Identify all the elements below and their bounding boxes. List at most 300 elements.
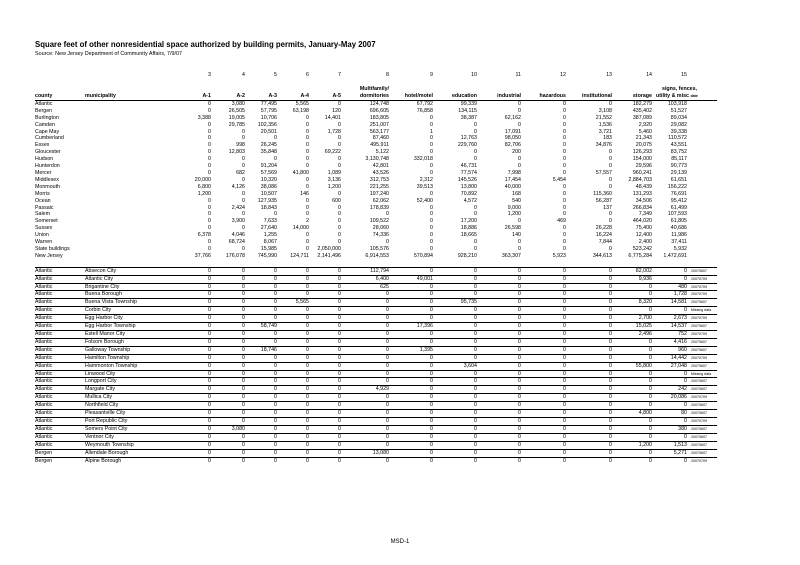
value-cell: 5,565 (295, 100, 309, 107)
header-municipality: municipality (85, 93, 179, 100)
value-cell: 0 (389, 378, 433, 386)
column-number: 8 (386, 72, 389, 79)
value-cell: 0 (612, 354, 652, 362)
county-name: Atlantic (35, 394, 85, 402)
page-footer: MSD-1 (390, 539, 410, 545)
value-cell: 0 (609, 100, 612, 107)
value-cell: 0 (563, 239, 566, 246)
value-cell: 5,932 (673, 245, 687, 252)
value-cell: 82,706 (504, 142, 521, 149)
county-row (35, 232, 717, 239)
value-cell: 0 (563, 183, 566, 190)
value-cell: 0 (309, 449, 341, 457)
value-cell: 0 (433, 291, 477, 299)
value-cell: 76,858 (416, 107, 433, 114)
value-cell: 134,115 (458, 107, 477, 114)
value-cell: 0 (277, 362, 309, 370)
table-body (35, 72, 717, 464)
empty-cell (687, 142, 717, 149)
value-cell: 26,228 (595, 225, 612, 232)
value-cell: 0 (521, 362, 566, 370)
empty-cell (85, 100, 179, 107)
value-cell: 266,834 (632, 204, 652, 211)
value-cell: 0 (521, 307, 566, 315)
value-cell: 0 (566, 449, 612, 457)
county-name: Atlantic (35, 291, 85, 299)
value-cell: 0 (612, 433, 652, 441)
county-name: Atlantic (35, 417, 85, 425)
value-cell: 0 (652, 275, 687, 283)
value-cell: 0 (609, 149, 612, 156)
value-cell: 40,000 (504, 183, 521, 190)
value-cell: 6,378 (197, 232, 211, 239)
value-cell: 0 (518, 239, 521, 246)
value-cell: 6,775,284 (628, 252, 652, 259)
value-cell: 103,918 (667, 100, 687, 107)
county-row (35, 100, 717, 107)
value-cell: 0 (563, 128, 566, 135)
value-cell: 0 (338, 204, 341, 211)
value-cell: 0 (433, 275, 477, 283)
header-multifamily: dormitories (341, 93, 389, 100)
value-cell: 3,604 (433, 362, 477, 370)
municipality-name: Margate City (85, 386, 179, 394)
county-name: Atlantic (35, 346, 85, 354)
value-cell: 0 (245, 370, 277, 378)
value-cell: 0 (309, 441, 341, 449)
municipality-name: Hammonton Township (85, 362, 179, 370)
value-cell: 0 (242, 225, 245, 232)
value-cell: 43,526 (372, 169, 389, 176)
value-cell: 0 (566, 425, 612, 433)
value-cell: 0 (521, 378, 566, 386)
value-cell: 0 (612, 283, 652, 291)
value-cell: 0 (277, 410, 309, 418)
value-cell: 960 (652, 346, 687, 354)
value-cell: 0 (609, 163, 612, 170)
value-cell: 0 (179, 378, 211, 386)
value-cell: 0 (433, 417, 477, 425)
value-cell: 0 (208, 121, 211, 128)
municipality-name: Linwood City (85, 370, 179, 378)
date-cell: 20070607 (687, 378, 717, 386)
value-cell: 998 (236, 142, 245, 149)
county-name: Atlantic (35, 410, 85, 418)
value-cell: 0 (612, 370, 652, 378)
municipality-name: Folsom Borough (85, 338, 179, 346)
header-a1: A-1 (179, 93, 211, 100)
municipality-name: Pleasantville City (85, 410, 179, 418)
value-cell: 7,998 (507, 169, 521, 176)
value-cell: 0 (433, 323, 477, 331)
date-cell: 20070709 (687, 354, 717, 362)
empty-cell (687, 232, 717, 239)
municipality-row (35, 283, 717, 291)
value-cell: 0 (566, 370, 612, 378)
value-cell: 0 (245, 417, 277, 425)
county-name: Ocean (35, 197, 51, 204)
empty-cell (687, 115, 717, 122)
value-cell: 0 (211, 457, 245, 464)
value-cell: 12,803 (228, 149, 245, 156)
county-name: State buildings (35, 245, 70, 252)
empty-cell (85, 129, 179, 136)
empty-cell (687, 198, 717, 205)
value-cell: 0 (474, 121, 477, 128)
value-cell: 0 (389, 410, 433, 418)
value-cell: 0 (433, 386, 477, 394)
value-cell: 469 (557, 218, 566, 225)
value-cell: 0 (389, 425, 433, 433)
permits-table (35, 72, 717, 464)
county-row (35, 253, 717, 260)
value-cell: 0 (341, 410, 389, 418)
value-cell: 183,805 (369, 114, 389, 121)
value-cell: 13,800 (460, 183, 477, 190)
county-name: Atlantic (35, 283, 85, 291)
county-name: Morris (35, 190, 50, 197)
value-cell: 0 (211, 449, 245, 457)
municipality-row (35, 370, 717, 378)
value-cell: 0 (208, 225, 211, 232)
county-name: Hunterdon (35, 163, 60, 170)
empty-cell (85, 115, 179, 122)
value-cell: 156,222 (667, 183, 687, 190)
value-cell: 0 (389, 315, 433, 323)
value-cell: 0 (566, 410, 612, 418)
value-cell: 0 (477, 283, 521, 291)
value-cell: 0 (306, 114, 309, 121)
value-cell: 0 (245, 299, 277, 307)
value-cell: 0 (211, 315, 245, 323)
value-cell: 0 (306, 183, 309, 190)
municipality-row (35, 291, 717, 299)
value-cell: 0 (245, 267, 277, 275)
value-cell: 0 (277, 449, 309, 457)
value-cell: 99,339 (460, 100, 477, 107)
value-cell: 0 (306, 176, 309, 183)
value-cell: 91,204 (260, 163, 277, 170)
value-cell: 0 (612, 291, 652, 299)
value-cell: 20,086 (652, 394, 687, 402)
value-cell: 8,320 (612, 299, 652, 307)
value-cell: 0 (430, 114, 433, 121)
value-cell: 182,279 (632, 100, 652, 107)
value-cell: 0 (389, 417, 433, 425)
municipality-row (35, 331, 717, 339)
value-cell: 0 (208, 149, 211, 156)
municipality-name: Somers Point City (85, 425, 179, 433)
county-row (35, 239, 717, 246)
value-cell: 0 (566, 417, 612, 425)
value-cell: 0 (277, 402, 309, 410)
municipality-row (35, 315, 717, 323)
value-cell: 1,395 (389, 346, 433, 354)
date-cell: 20070607 (687, 267, 717, 275)
municipality-row (35, 275, 717, 283)
county-name: Mercer (35, 169, 52, 176)
value-cell: 0 (309, 410, 341, 418)
value-cell: 0 (566, 402, 612, 410)
value-cell: 20,075 (635, 142, 652, 149)
municipality-name: Egg Harbor Township (85, 323, 179, 331)
value-cell: 0 (477, 417, 521, 425)
column-number: 4 (242, 72, 245, 79)
value-cell: 0 (309, 291, 341, 299)
empty-cell (85, 149, 179, 156)
header-hotel: hotel/motel (389, 93, 433, 100)
value-cell: 4,046 (231, 232, 245, 239)
value-cell: 18,886 (460, 225, 477, 232)
value-cell: 61,499 (670, 204, 687, 211)
value-cell: 27,048 (652, 362, 687, 370)
date-cell: 20070709 (687, 275, 717, 283)
value-cell: 0 (341, 354, 389, 362)
value-cell: 0 (652, 417, 687, 425)
column-number: 11 (515, 72, 521, 79)
value-cell: 17,200 (460, 218, 477, 225)
value-cell: 0 (433, 267, 477, 275)
value-cell: 0 (211, 323, 245, 331)
value-cell: 69,222 (324, 149, 341, 156)
value-cell: 0 (277, 386, 309, 394)
municipality-name: Northfield City (85, 402, 179, 410)
value-cell: 26,245 (260, 142, 277, 149)
value-cell: 0 (566, 338, 612, 346)
value-cell: 0 (566, 362, 612, 370)
value-cell: 0 (389, 394, 433, 402)
county-row (35, 163, 717, 170)
value-cell: 6,914,553 (365, 252, 389, 259)
value-cell: 0 (245, 275, 277, 283)
value-cell: 0 (566, 394, 612, 402)
value-cell: 0 (477, 378, 521, 386)
municipality-row (35, 323, 717, 331)
empty-cell (687, 184, 717, 191)
value-cell: 0 (566, 291, 612, 299)
value-cell: 1,200 (507, 211, 521, 218)
value-cell: 0 (433, 283, 477, 291)
value-cell: 0 (179, 338, 211, 346)
county-row (35, 142, 717, 149)
value-cell: 80 (652, 410, 687, 418)
empty-cell (85, 225, 179, 232)
date-cell: 20070709 (687, 394, 717, 402)
value-cell: 0 (430, 135, 433, 142)
value-cell: 0 (430, 225, 433, 232)
value-cell: 928,210 (457, 252, 477, 259)
empty-cell (687, 246, 717, 253)
value-cell: 90,773 (670, 163, 687, 170)
value-cell: 20,501 (260, 128, 277, 135)
municipality-row (35, 346, 717, 354)
value-cell: 58,749 (245, 323, 277, 331)
value-cell: 0 (477, 275, 521, 283)
column-number: 14 (646, 72, 652, 79)
empty-cell (85, 135, 179, 142)
value-cell: 0 (242, 245, 245, 252)
value-cell: 0 (242, 163, 245, 170)
value-cell: 26,598 (504, 225, 521, 232)
value-cell: 0 (242, 211, 245, 218)
value-cell: 0 (474, 149, 477, 156)
value-cell: 0 (309, 283, 341, 291)
county-row (35, 115, 717, 122)
value-cell: 0 (338, 239, 341, 246)
value-cell: 0 (474, 211, 477, 218)
value-cell: 2 (306, 218, 309, 225)
value-cell: 0 (341, 378, 389, 386)
value-cell: 35,848 (260, 149, 277, 156)
value-cell: 37,766 (194, 252, 211, 259)
value-cell: 0 (245, 386, 277, 394)
county-name: Union (35, 232, 49, 239)
value-cell: 0 (430, 232, 433, 239)
county-row (35, 211, 717, 218)
column-number: 3 (208, 72, 211, 79)
value-cell: 0 (563, 190, 566, 197)
value-cell: 464,020 (632, 218, 652, 225)
value-cell: 0 (389, 362, 433, 370)
value-cell: 0 (277, 457, 309, 464)
value-cell: 87,460 (372, 135, 389, 142)
value-cell: 29,785 (228, 121, 245, 128)
value-cell: 29,082 (670, 121, 687, 128)
value-cell: 3,108 (598, 107, 612, 114)
county-row (35, 218, 717, 225)
county-row (35, 122, 717, 129)
value-cell: 98,050 (504, 135, 521, 142)
value-cell: 0 (521, 338, 566, 346)
value-cell: 137 (603, 204, 612, 211)
value-cell: 0 (518, 245, 521, 252)
value-cell: 0 (245, 449, 277, 457)
value-cell: 76,691 (670, 190, 687, 197)
value-cell: 0 (389, 449, 433, 457)
value-cell: 0 (277, 346, 309, 354)
municipality-name: Allendale Borough (85, 449, 179, 457)
column-number: 15 (681, 72, 687, 79)
report-source: Source: New Jersey Department of Community Affairs, 7/9/07 (35, 51, 183, 57)
value-cell: 0 (430, 204, 433, 211)
value-cell: 0 (521, 275, 566, 283)
header-a3: A-3 (245, 93, 277, 100)
county-name: Bergen (35, 107, 53, 114)
empty-cell (687, 135, 717, 142)
value-cell: 3,900 (231, 218, 245, 225)
county-row (35, 191, 717, 198)
value-cell: 1,728 (652, 291, 687, 299)
value-cell: 540 (512, 197, 521, 204)
value-cell: 0 (477, 425, 521, 433)
value-cell: 183 (603, 135, 612, 142)
value-cell: 0 (477, 315, 521, 323)
value-cell: 21,343 (635, 135, 652, 142)
value-cell: 0 (612, 338, 652, 346)
value-cell: 107,593 (667, 211, 687, 218)
value-cell: 0 (277, 331, 309, 339)
date-cell: 20070607 (687, 449, 717, 457)
value-cell: 0 (477, 299, 521, 307)
value-cell: 0 (338, 232, 341, 239)
municipality-name: Hamilton Township (85, 354, 179, 362)
county-name: New Jersey (35, 252, 63, 259)
value-cell: 51,527 (670, 107, 687, 114)
value-cell: 0 (208, 135, 211, 142)
value-cell: 0 (389, 283, 433, 291)
municipality-row (35, 299, 717, 307)
column-number: 5 (274, 72, 277, 79)
empty-cell (85, 211, 179, 218)
value-cell: 0 (306, 204, 309, 211)
value-cell: 0 (433, 449, 477, 457)
value-cell: 0 (521, 283, 566, 291)
value-cell: 95,412 (670, 197, 687, 204)
value-cell: 0 (566, 457, 612, 464)
value-cell: 0 (389, 307, 433, 315)
date-cell: 20070709 (687, 331, 717, 339)
value-cell: 1,200 (197, 190, 211, 197)
value-cell: 5,923 (552, 252, 566, 259)
municipality-name: Ventnor City (85, 433, 179, 441)
value-cell: 0 (341, 291, 389, 299)
value-cell: 105,576 (369, 245, 389, 252)
empty-cell (85, 177, 179, 184)
value-cell: 0 (179, 402, 211, 410)
municipality-name: Atlantic City (85, 275, 179, 283)
value-cell: 0 (277, 315, 309, 323)
value-cell: 70,892 (460, 190, 477, 197)
empty-cell (85, 108, 179, 115)
value-cell: 1,513 (652, 441, 687, 449)
value-cell: 0 (341, 433, 389, 441)
municipality-row (35, 338, 717, 346)
value-cell: 0 (612, 386, 652, 394)
value-cell: 0 (211, 291, 245, 299)
value-cell: 0 (245, 441, 277, 449)
county-name: Atlantic (35, 386, 85, 394)
value-cell: 0 (563, 149, 566, 156)
value-cell: 0 (245, 315, 277, 323)
value-cell: 0 (211, 354, 245, 362)
value-cell: 1,255 (263, 232, 277, 239)
value-cell: 0 (277, 338, 309, 346)
value-cell: 17,396 (389, 323, 433, 331)
header-row-top (35, 79, 717, 93)
date-cell: 20070607 (687, 410, 717, 418)
value-cell: 4,929 (341, 386, 389, 394)
value-cell: 0 (341, 417, 389, 425)
value-cell: 570,894 (413, 252, 433, 259)
column-number: 6 (306, 72, 309, 79)
value-cell: 14,537 (652, 323, 687, 331)
value-cell: 5,565 (277, 299, 309, 307)
municipality-name: Longport City (85, 378, 179, 386)
value-cell: 523,242 (632, 245, 652, 252)
value-cell: 0 (521, 370, 566, 378)
value-cell: 63,198 (292, 107, 309, 114)
value-cell: 0 (521, 410, 566, 418)
value-cell: 0 (518, 218, 521, 225)
value-cell: 0 (389, 402, 433, 410)
value-cell: 0 (274, 156, 277, 163)
value-cell: 0 (309, 299, 341, 307)
value-cell: 600 (332, 197, 341, 204)
value-cell: 0 (566, 378, 612, 386)
value-cell: 0 (208, 128, 211, 135)
value-cell: 29,596 (635, 163, 652, 170)
value-cell: 0 (309, 331, 341, 339)
